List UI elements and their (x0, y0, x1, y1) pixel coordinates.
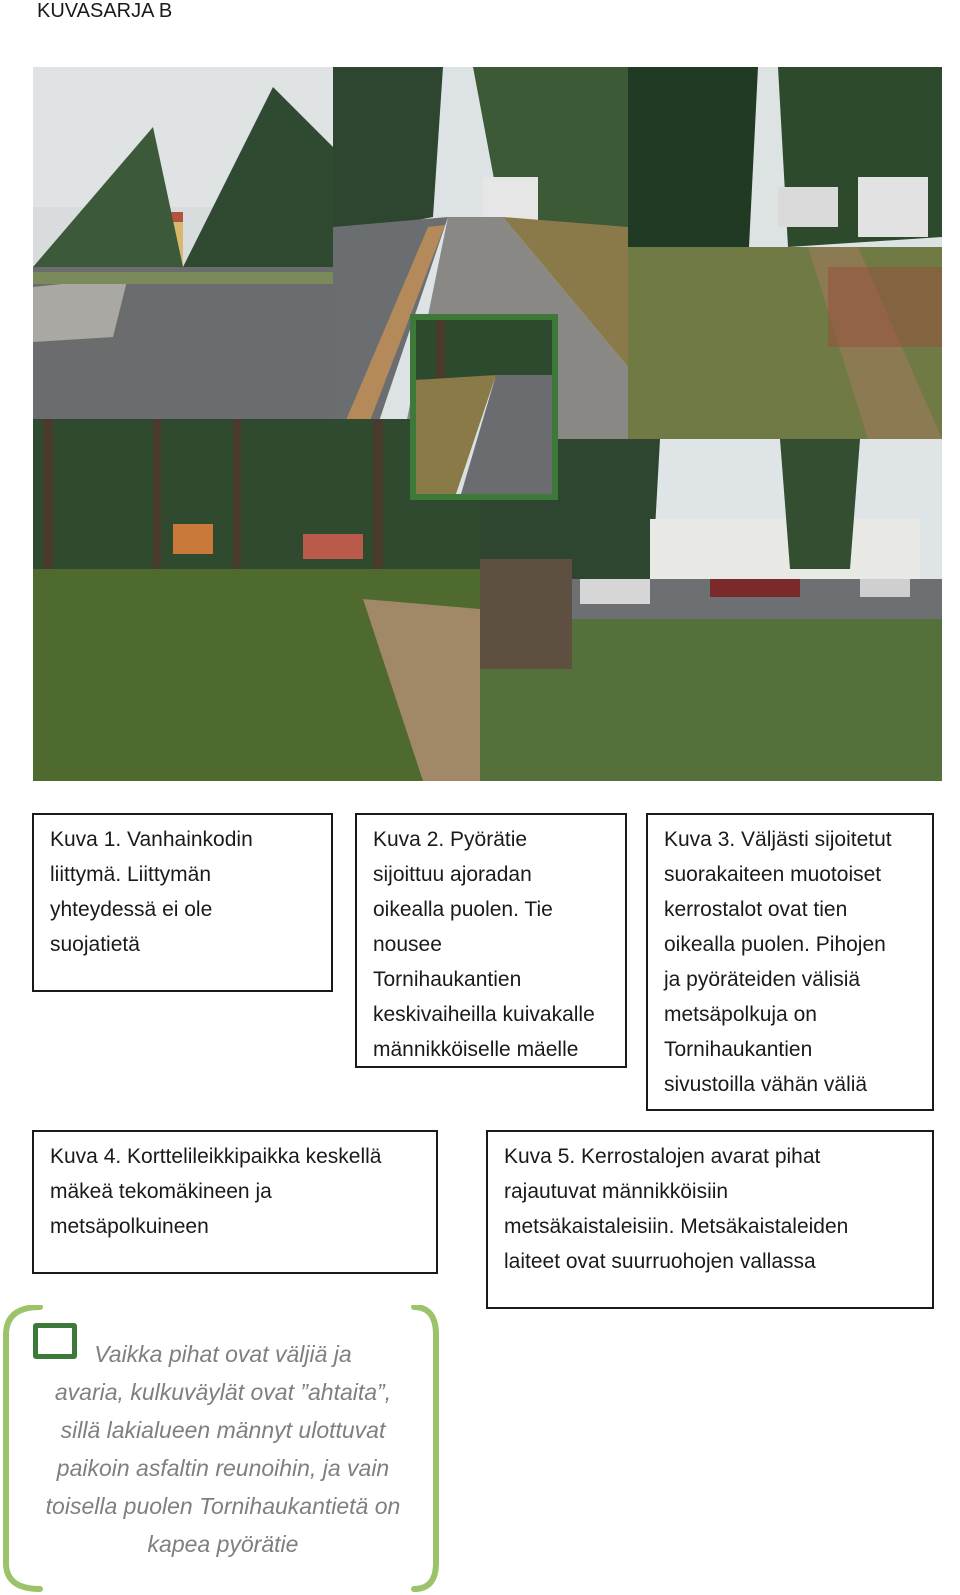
page-title: KUVASARJA B (37, 0, 173, 22)
photo-kuva-3 (628, 67, 942, 439)
callout-line: kapea pyörätie (147, 1531, 299, 1557)
caption-line: nousee (373, 933, 442, 956)
caption-line: yhteydessä ei ole (50, 898, 213, 921)
caption-line: Kuva 5. Kerrostalojen avarat pihat (504, 1145, 821, 1168)
callout-line: toisella puolen Tornihaukantietä on (45, 1493, 401, 1519)
caption-line: suorakaiteen muotoiset (664, 863, 882, 886)
photo-kuva-1 (33, 67, 333, 419)
callout-text (18, 1335, 428, 1563)
caption-line: metsäpolkuineen (50, 1215, 209, 1238)
caption-kuva-3 (646, 813, 934, 1111)
caption-line: Tornihaukantien (664, 1038, 813, 1061)
caption-line: suojatietä (50, 933, 140, 956)
caption-line: Tornihaukantien (373, 968, 522, 991)
caption-line: laiteet ovat suurruohojen vallassa (504, 1250, 816, 1273)
caption-line: rajautuvat männikköisiin (504, 1180, 729, 1203)
caption-kuva-5 (486, 1130, 934, 1309)
caption-line: mäkeä tekomäkineen ja (50, 1180, 272, 1203)
caption-line: metsäpolkuja on (664, 1003, 817, 1026)
caption-kuva-1 (32, 813, 333, 992)
caption-line: Kuva 4. Korttelileikkipaikka keskellä (50, 1145, 382, 1168)
caption-line: oikealla puolen. Tie (373, 898, 553, 921)
caption-line: liittymä. Liittymän (50, 863, 212, 886)
callout-line: avaria, kulkuväylät ovat ”ahtaita”, (54, 1379, 392, 1405)
photo-inset (410, 314, 558, 500)
caption-line: männikköiselle mäelle (373, 1038, 579, 1061)
caption-kuva-4 (32, 1130, 438, 1274)
callout-line: paikoin asfaltin reunoihin, ja vain (56, 1455, 390, 1481)
caption-line: Kuva 1. Vanhainkodin (50, 828, 253, 851)
caption-line: keskivaiheilla kuivakalle (373, 1003, 595, 1026)
caption-line: ja pyöräteiden välisiä (664, 968, 861, 991)
caption-line: Kuva 3. Väljästi sijoitetut (664, 828, 892, 851)
caption-line: Kuva 2. Pyörätie (373, 828, 528, 851)
callout-line: sillä lakialueen männyt ulottuvat (60, 1417, 386, 1443)
caption-line: oikealla puolen. Pihojen (664, 933, 886, 956)
caption-line: metsäkaistaleisiin. Metsäkaistaleiden (504, 1215, 849, 1238)
caption-kuva-2 (355, 813, 627, 1068)
caption-line: sivustoilla vähän väliä (664, 1073, 868, 1096)
callout-line: Vaikka pihat ovat väljiä ja (94, 1341, 352, 1367)
caption-line: sijoittuu ajoradan (373, 863, 532, 886)
caption-line: kerrostalot ovat tien (664, 898, 848, 921)
